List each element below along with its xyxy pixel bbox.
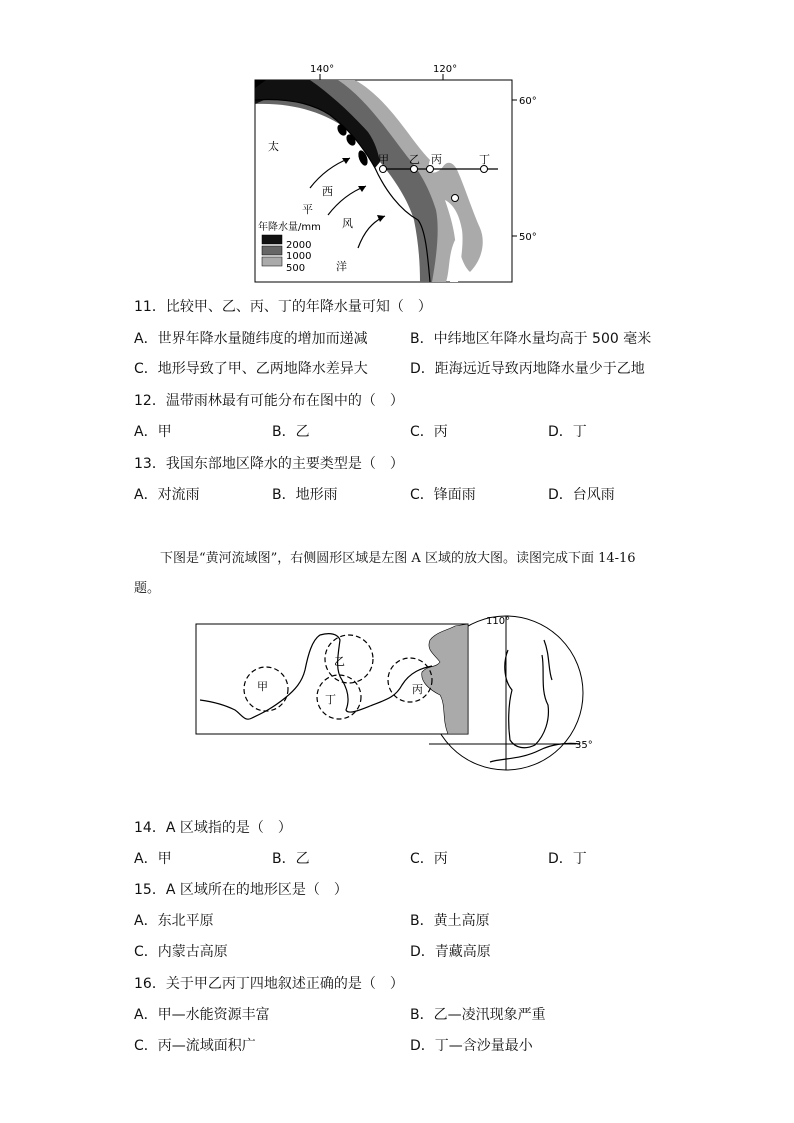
legend-500: 500	[286, 263, 306, 274]
ocean-char-1: 太	[268, 140, 279, 153]
intro-line-2: 题。	[134, 581, 161, 596]
point-ding: 丁	[479, 153, 490, 166]
q14-stem: 14．A 区域指的是（ ）	[134, 820, 292, 836]
wind-char-1: 西	[322, 185, 333, 198]
lat-label-50: 50°	[519, 232, 537, 243]
ocean-char-2: 平	[302, 203, 313, 216]
q11-option-a[interactable]: A．世界年降水量随纬度的增加而递减	[134, 331, 368, 347]
region-bing: 丙	[412, 683, 423, 696]
q14-option-d[interactable]: D．丁	[548, 851, 587, 867]
q15-option-d[interactable]: D．青藏高原	[410, 944, 491, 960]
q12-option-c[interactable]: C．丙	[410, 424, 448, 440]
region-jia: 甲	[257, 680, 268, 693]
legend-title: 年降水量/mm	[258, 222, 321, 233]
point-jia: 甲	[378, 153, 389, 166]
q11-option-d[interactable]: D．距海远近导致丙地降水量少于乙地	[410, 361, 645, 377]
q14-option-a[interactable]: A．甲	[134, 851, 172, 867]
lon-label-120: 120°	[433, 64, 458, 75]
lon-label-140: 140°	[310, 64, 335, 75]
q12-option-a[interactable]: A．甲	[134, 424, 172, 440]
q15-option-a[interactable]: A．东北平原	[134, 913, 214, 929]
q12-option-b[interactable]: B．乙	[272, 424, 310, 440]
wind-char-2: 风	[342, 217, 353, 230]
q11-option-b[interactable]: B．中纬地区年降水量均高于 500 毫米	[410, 331, 652, 347]
q13-option-d[interactable]: D．台风雨	[548, 487, 615, 503]
region-yi: 乙	[334, 655, 345, 668]
lat-label-35: 35°	[575, 740, 593, 751]
q16-option-c[interactable]: C．丙—流域面积广	[134, 1038, 256, 1054]
legend-1000: 1000	[286, 251, 312, 262]
q15-option-b[interactable]: B．黄土高原	[410, 913, 490, 929]
q12-option-d[interactable]: D．丁	[548, 424, 587, 440]
lon-label-110: 110°	[486, 616, 511, 627]
yellow-river-map	[190, 610, 593, 790]
precipitation-map	[250, 60, 550, 290]
q13-option-b[interactable]: B．地形雨	[272, 487, 338, 503]
q15-stem: 15．A 区域所在的地形区是（ ）	[134, 882, 348, 898]
q13-option-a[interactable]: A．对流雨	[134, 487, 200, 503]
point-bing: 丙	[431, 153, 442, 166]
region-ding: 丁	[325, 693, 336, 706]
q15-option-c[interactable]: C．内蒙古高原	[134, 944, 228, 960]
q14-option-b[interactable]: B．乙	[272, 851, 310, 867]
point-yi: 乙	[409, 153, 420, 166]
q13-stem: 13．我国东部地区降水的主要类型是（ ）	[134, 456, 404, 472]
q16-stem: 16．关于甲乙丙丁四地叙述正确的是（ ）	[134, 976, 404, 992]
lat-label-60: 60°	[519, 96, 537, 107]
q16-option-b[interactable]: B．乙—凌汛现象严重	[410, 1007, 546, 1023]
q11-option-c[interactable]: C．地形导致了甲、乙两地降水差异大	[134, 361, 368, 377]
q12-stem: 12．温带雨林最有可能分布在图中的（ ）	[134, 393, 404, 409]
q16-option-a[interactable]: A．甲—水能资源丰富	[134, 1007, 270, 1023]
intro-line-1: 下图是“黄河流域图”，右侧圆形区域是左图 A 区域的放大图。读图完成下面 14-16	[160, 551, 636, 566]
q16-option-d[interactable]: D．丁—含沙量最小	[410, 1038, 533, 1054]
q13-option-c[interactable]: C．锋面雨	[410, 487, 476, 503]
ocean-char-3: 洋	[336, 260, 347, 273]
q11-stem: 11．比较甲、乙、丙、丁的年降水量可知（ ）	[134, 299, 432, 315]
legend-2000: 2000	[286, 240, 312, 251]
q14-option-c[interactable]: C．丙	[410, 851, 448, 867]
